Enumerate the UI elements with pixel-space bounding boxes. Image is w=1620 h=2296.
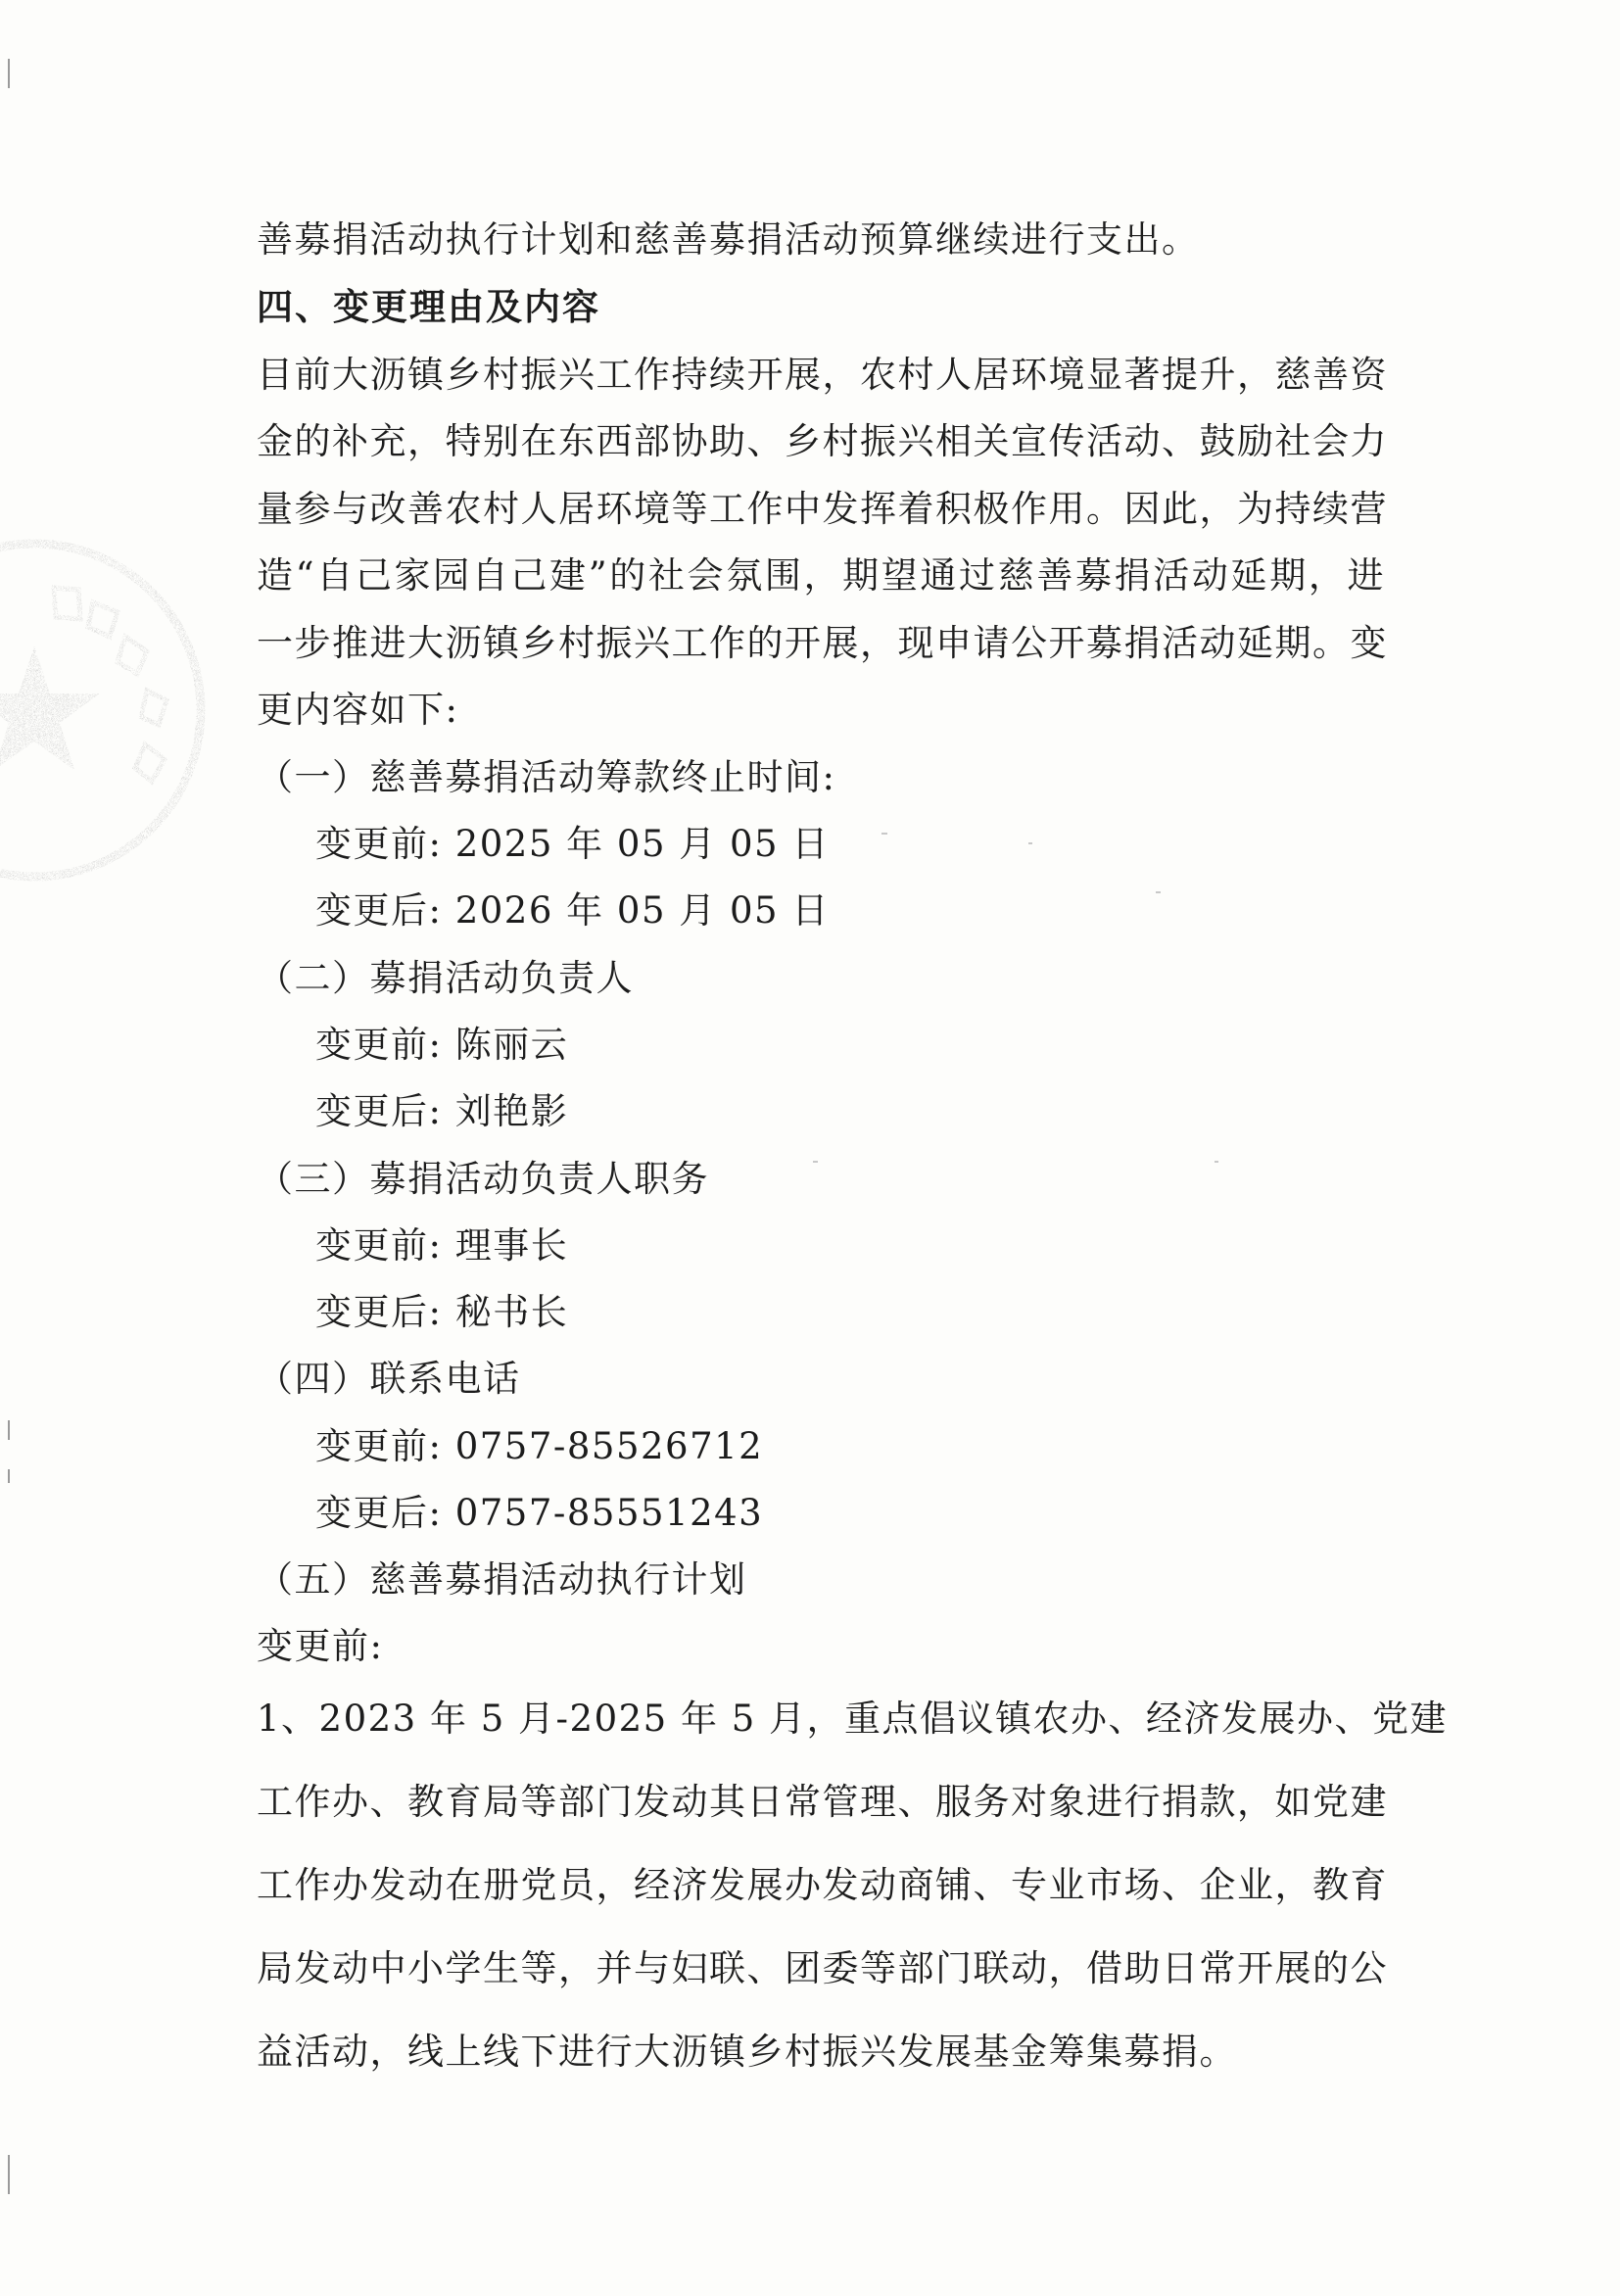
scan-edge-mark <box>8 1469 10 1483</box>
change-after: 变更后: 0757-85551243 <box>315 1492 764 1534</box>
plan-line: 1、2023 年 5 月-2025 年 5 月，重点倡议镇农办、经济发展办、党建 <box>257 1698 1449 1740</box>
scan-edge-mark <box>8 2155 10 2194</box>
change-after: 变更后: 2026 年 05 月 05 日 <box>315 889 830 932</box>
section-heading: 四、变更理由及内容 <box>257 286 600 328</box>
body-line: 金的补充，特别在东西部协助、乡村振兴相关宣传活动、鼓励社会力 <box>257 420 1388 462</box>
plan-line: 工作办发动在册党员，经济发展办发动商铺、专业市场、企业，教育 <box>257 1864 1388 1906</box>
body-line: 造“自己家园自己建”的社会氛围，期望通过慈善募捐活动延期，进 <box>257 554 1385 597</box>
plan-line: 益活动，线上线下进行大沥镇乡村振兴发展基金筹集募捐。 <box>257 2031 1237 2073</box>
change-before: 变更前: 陈丽云 <box>315 1024 569 1066</box>
change-before-label: 变更前: <box>257 1625 384 1667</box>
official-seal-icon <box>0 529 215 891</box>
change-before: 变更前: 理事长 <box>315 1224 569 1267</box>
change-after: 变更后: 刘艳影 <box>315 1090 569 1132</box>
scan-speck <box>1156 891 1161 893</box>
subsection-heading: （五）慈善募捐活动执行计划 <box>257 1558 747 1601</box>
scan-edge-mark <box>8 1420 10 1440</box>
body-line: 目前大沥镇乡村振兴工作持续开展，农村人居环境显著提升，慈善资 <box>257 354 1388 396</box>
scan-speck <box>1028 842 1032 844</box>
change-before: 变更前: 2025 年 05 月 05 日 <box>315 823 830 865</box>
subsection-heading: （三）募捐活动负责人职务 <box>257 1158 709 1200</box>
subsection-heading: （二）募捐活动负责人 <box>257 957 634 999</box>
body-line: 更内容如下: <box>257 689 459 731</box>
scan-speck <box>881 833 887 835</box>
scan-speck <box>1215 1161 1218 1163</box>
change-before: 变更前: 0757-85526712 <box>315 1425 764 1467</box>
body-line: 一步推进大沥镇乡村振兴工作的开展，现申请公开募捐活动延期。变 <box>257 622 1388 664</box>
subsection-heading: （一）慈善募捐活动筹款终止时间: <box>257 756 836 798</box>
change-after: 变更后: 秘书长 <box>315 1291 569 1333</box>
scan-edge-mark <box>8 59 10 88</box>
body-line: 量参与改善农村人居环境等工作中发挥着积极作用。因此，为持续营 <box>257 488 1388 530</box>
scan-speck <box>813 1161 818 1163</box>
body-line: 善募捐活动执行计划和慈善募捐活动预算继续进行支出。 <box>257 218 1200 261</box>
subsection-heading: （四）联系电话 <box>257 1358 521 1400</box>
plan-line: 工作办、教育局等部门发动其日常管理、服务对象进行捐款，如党建 <box>257 1781 1388 1823</box>
plan-line: 局发动中小学生等，并与妇联、团委等部门联动，借助日常开展的公 <box>257 1947 1388 1989</box>
